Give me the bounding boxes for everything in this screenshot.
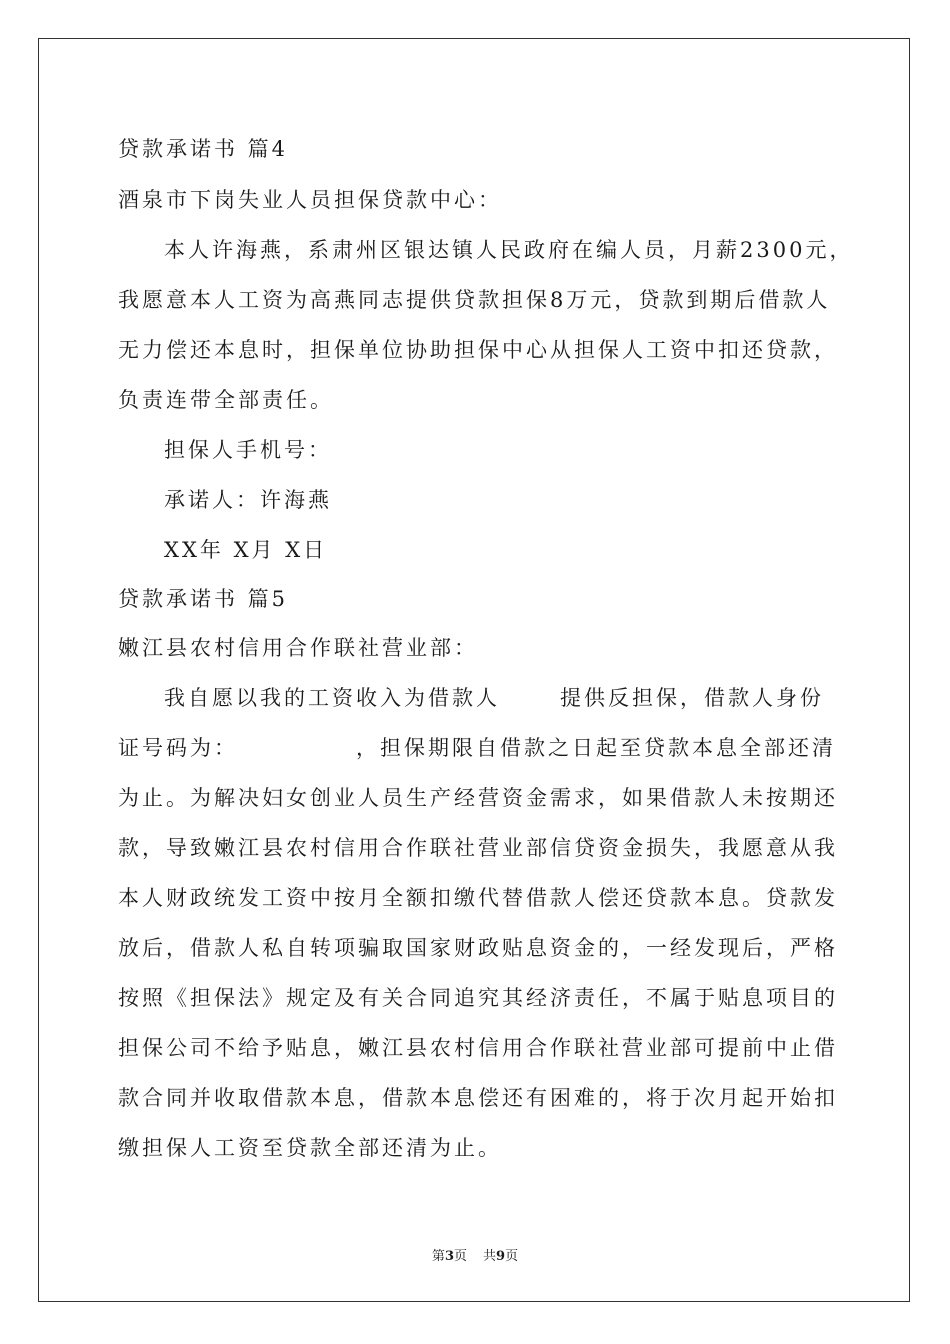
section5-line2-part-a: 证号码为： [118, 736, 238, 760]
section5-body-line: 款，导致嫩江县农村信用合作联社营业部信贷资金损失，我愿意从我 [118, 836, 838, 860]
page-number: 3 [444, 1249, 454, 1264]
section4-body-line: 我愿意本人工资为高燕同志提供贷款担保8万元，贷款到期后借款人 [118, 288, 831, 312]
total-suffix: 页 [505, 1249, 519, 1264]
section5-body-line: 放后，借款人私自转项骗取国家财政贴息资金的，一经发现后，严格 [118, 936, 838, 960]
section5-heading: 贷款承诺书 篇5 [118, 587, 289, 611]
section5-line1-part-a: 我自愿以我的工资收入为借款人 [164, 686, 500, 710]
section4-heading: 贷款承诺书 篇4 [118, 137, 289, 161]
section5-body-line: 款合同并收取借款本息，借款本息偿还有困难的，将于次月起开始扣 [118, 1086, 838, 1110]
section5-body-line: 缴担保人工资至贷款全部还清为止。 [118, 1136, 502, 1160]
page-footer [0, 1248, 950, 1266]
total-pages: 9 [496, 1249, 506, 1264]
section4-body-line: 无力偿还本息时，担保单位协助担保中心从担保人工资中扣还贷款， [118, 338, 838, 362]
section4-addressee: 酒泉市下岗失业人员担保贷款中心： [118, 188, 502, 212]
section5-line2-part-b: ，担保期限自借款之日起至贷款本息全部还清 [356, 736, 836, 760]
section5-body-line: 担保公司不给予贴息，嫩江县农村信用合作联社营业部可提前中止借 [118, 1036, 838, 1060]
section4-body-line: 负责连带全部责任。 [118, 388, 334, 412]
section5-line1-part-b: 提供反担保，借款人身份 [560, 686, 824, 710]
section5-body-line: 按照《担保法》规定及有关合同追究其经济责任，不属于贴息项目的 [118, 986, 838, 1010]
section5-body-line: 本人财政统发工资中按月全额扣缴代替借款人偿还贷款本息。贷款发 [118, 886, 838, 910]
section5-body-line [118, 733, 836, 763]
section5-body-line [164, 683, 824, 713]
page-suffix: 页 [453, 1249, 467, 1264]
section4-body-line: 本人许海燕，系肃州区银达镇人民政府在编人员，月薪2300元， [164, 238, 854, 262]
section5-body-line: 为止。为解决妇女创业人员生产经营资金需求，如果借款人未按期还 [118, 786, 838, 810]
section5-addressee: 嫩江县农村信用合作联社营业部： [118, 636, 478, 660]
page-prefix: 第 [431, 1249, 445, 1264]
section4-date: XX年 X月 X日 [164, 538, 328, 562]
total-prefix: 共 [483, 1249, 497, 1264]
promisor-signature: 承诺人：许海燕 [164, 488, 332, 512]
guarantor-phone-label: 担保人手机号： [164, 438, 332, 462]
